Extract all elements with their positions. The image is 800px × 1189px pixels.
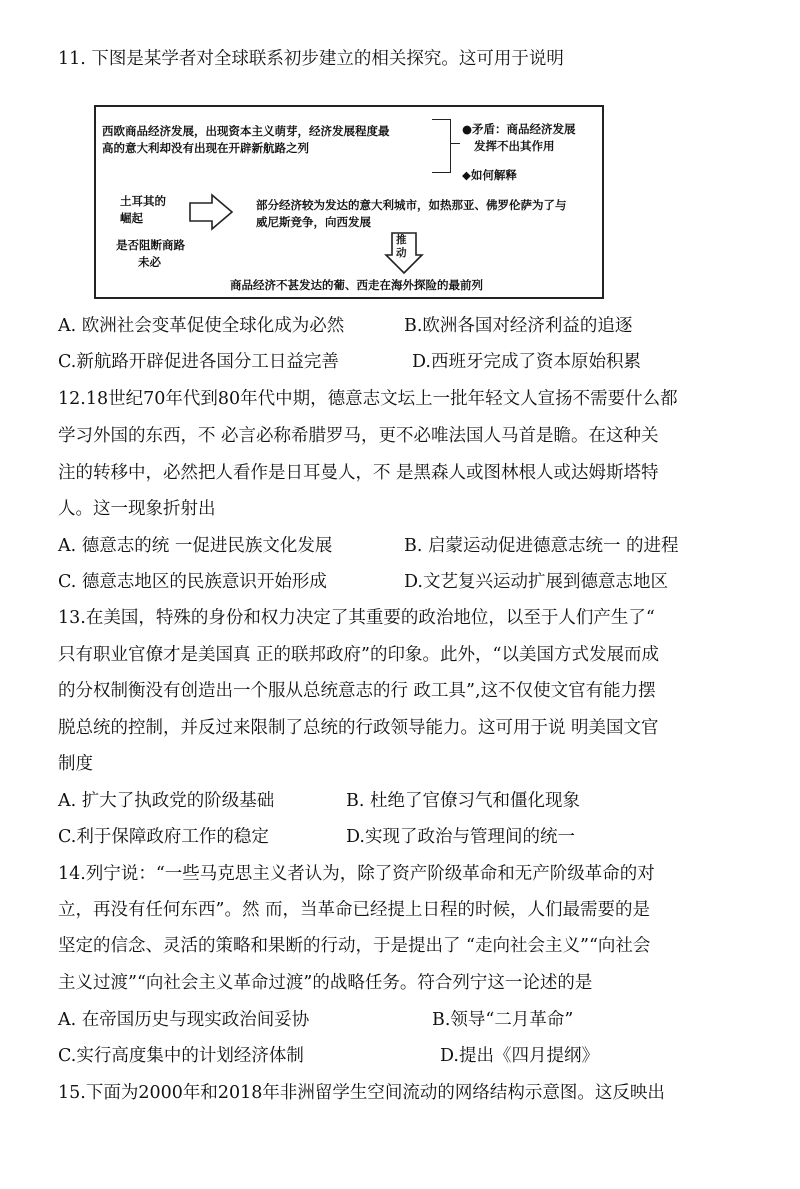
q14-line2: 立，再没有任何东西”。然 而，当革命已经提上日程的时候，人们最需要的是	[58, 900, 651, 920]
q15-stem: 15.下面为2000年和2018年非洲留学生空间流动的网络结构示意图。这反映出	[58, 1083, 665, 1103]
right-arrow-icon	[188, 193, 234, 231]
q14-option-d: D.提出《四月提纲》	[440, 1046, 599, 1066]
q12-option-b: B. 启蒙运动促进德意志统一 的进程	[404, 536, 679, 556]
figure-bottom-line: 商品经济不甚发达的葡、西走在海外探险的最前列	[230, 278, 483, 292]
q11-figure	[94, 105, 604, 299]
q13-option-a: A. 扩大了执政党的阶级基础	[58, 791, 275, 811]
q13-option-c: C.利于保障政府工作的稳定	[58, 827, 269, 847]
q11-option-a: A. 欧洲社会变革促使全球化成为必然	[58, 316, 345, 336]
q11-stem: 11. 下图是某学者对全球联系初步建立的相关探究。这可用于说明	[58, 49, 564, 69]
q14-option-b: B.领导“二月革命”	[432, 1010, 574, 1030]
figure-push-label: 推动	[396, 234, 407, 259]
q12-line4: 人。这一现象折射出	[58, 499, 216, 519]
figure-turkey-line1: 土耳其的	[120, 194, 166, 208]
q12-line3: 注的转移中，必然把人看作是日耳曼人，不 是黑森人或图林根人或达姆斯塔特	[58, 463, 659, 483]
q13-line1: 13.在美国，特殊的身份和权力决定了其重要的政治地位，以至于人们产生了“	[58, 608, 655, 628]
figure-blocked-line2: 未必	[138, 255, 161, 269]
q12-line1: 12.18世纪70年代到80年代中期，德意志文坛上一批年轻文人宣扬不需要什么都	[58, 389, 678, 409]
q13-line4: 脱总统的控制，并反过来限制了总统的行政领导能力。这可用于说 明美国文官	[58, 718, 659, 738]
q13-line2: 只有职业官僚才是美国真 正的联邦政府”的印象。此外，“以美国方式发展而成	[58, 645, 659, 665]
figure-how-explain: ◆如何解释	[462, 168, 517, 182]
figure-top-left-line1: 西欧商品经济发展，出现资本主义萌芽，经济发展程度最	[102, 124, 390, 138]
q14-line3: 坚定的信念、灵活的策略和果断的行动，于是提出了 “走向社会主义”“向社会	[58, 936, 651, 956]
q14-option-c: C.实行高度集中的计划经济体制	[58, 1046, 304, 1066]
q14-line1: 14.列宁说：“一些马克思主义者认为，除了资产阶级革命和无产阶级革命的对	[58, 864, 655, 884]
figure-conflict-line2: 发挥不出其作用	[474, 139, 555, 153]
q13-option-d: D.实现了政治与管理间的统一	[346, 827, 575, 847]
figure-italy-line1: 部分经济较为发达的意大利城市，如热那亚、佛罗伦萨为了与	[256, 198, 567, 212]
figure-bracket	[432, 119, 451, 173]
q11-option-d: D.西班牙完成了资本原始积累	[412, 352, 641, 372]
q12-option-c: C. 德意志地区的民族意识开始形成	[58, 572, 327, 592]
q14-line4: 主义过渡”“向社会主义革命过渡”的战略任务。符合列宁这一论述的是	[58, 973, 593, 993]
q14-option-a: A. 在帝国历史与现实政治间妥协	[58, 1010, 310, 1030]
q12-option-a: A. 德意志的统 一促进民族文化发展	[58, 536, 333, 556]
q12-option-d: D.文艺复兴运动扩展到德意志地区	[404, 572, 668, 592]
figure-italy-line2: 威尼斯竞争，向西发展	[256, 215, 371, 229]
figure-conflict-line1: ●矛盾：商品经济发展	[462, 122, 576, 136]
figure-bracket-tick	[450, 143, 460, 144]
q11-option-b: B.欧洲各国对经济利益的追逐	[404, 316, 633, 336]
figure-turkey-line2: 崛起	[120, 211, 143, 225]
figure-top-left-line2: 高的意大利却没有出现在开辟新航路之列	[102, 141, 309, 155]
figure-blocked-line1: 是否阻断商路	[116, 238, 185, 252]
q11-option-c: C.新航路开辟促进各国分工日益完善	[58, 352, 339, 372]
q13-line3: 的分权制衡没有创造出一个服从总统意志的行 政工具”,这不仅使文官有能力摆	[58, 681, 656, 701]
q13-line5: 制度	[58, 754, 93, 774]
q13-option-b: B. 杜绝了官僚习气和僵化现象	[346, 791, 580, 811]
q12-line2: 学习外国的东西，不 必言必称希腊罗马，更不必唯法国人马首是瞻。在这种关	[58, 426, 659, 446]
